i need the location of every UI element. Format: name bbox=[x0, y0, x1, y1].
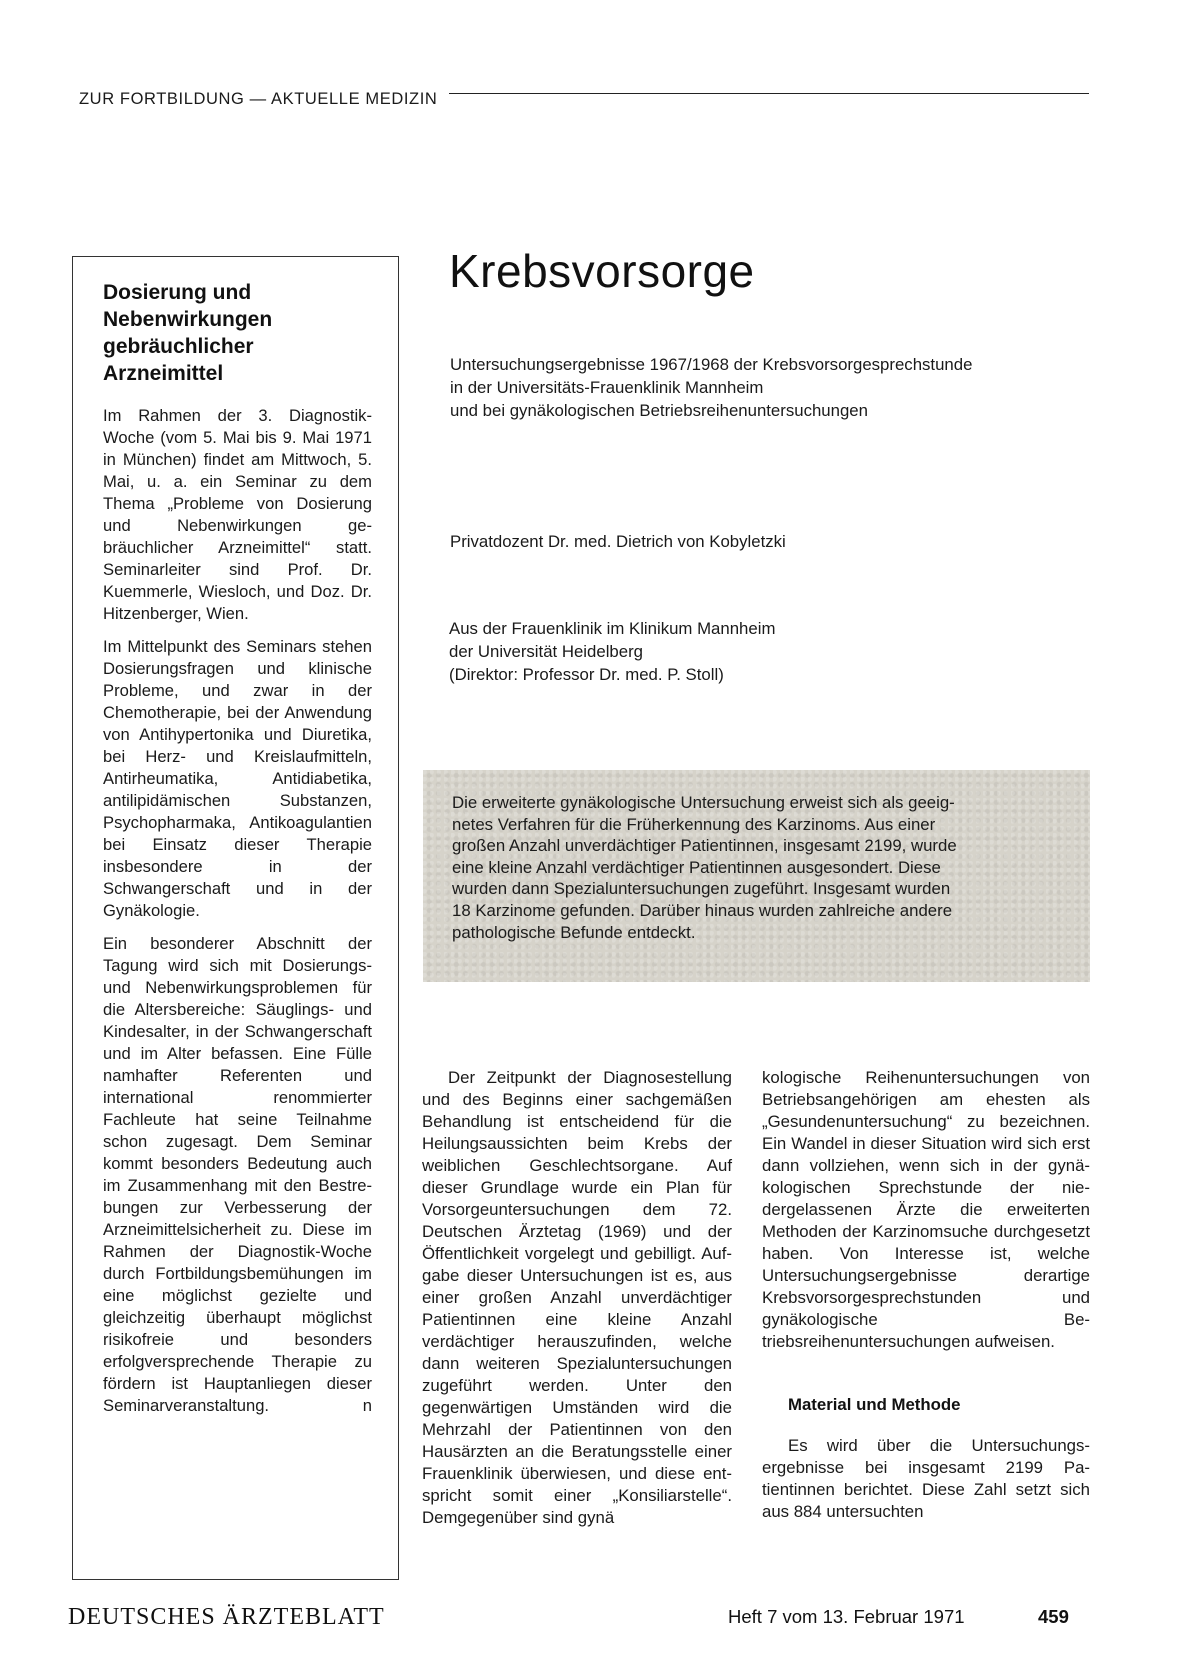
header-rule bbox=[449, 93, 1089, 94]
body-paragraph: Der Zeitpunkt der Diagnosestellung und des Beginns einer sachgemäßen Behandlung ist entscheidend für die Heilungsaussichten beim Krebs der weiblichen Geschlechtsorgane. Auf dieser Grundlage wurde ein Plan für Vorsorgeuntersuchungen dem 72. Deutschen Ärztetag (1969) und der Öffentlichkeit vorgelegt und gebilligt. Aufgabe dieser Untersuchungen ist es, aus einer großen Anzahl unverdächtiger Patientinnen eine kleine Anzahl verdächtiger herauszufinden, welche dann weiteren Spezialuntersuchungen zugeführt werden. Unter den gegenwärtigen Umständen wird die Mehrzahl der Patientinnen von den Hausärzten an die Beratungsstelle einer Frauenklinik überwiesen, und diese entspricht somit einer „Konsiliarstelle“. Demgegenüber sind gynä bbox=[422, 1068, 732, 1527]
body-column-right bbox=[762, 1067, 1090, 1523]
running-header bbox=[79, 90, 1089, 109]
subtitle-line: in der Universitäts-Frauenklinik Mannheim bbox=[450, 378, 764, 397]
sidebar-paragraph-3-text: Ein besonderer Abschnitt der Tagung wird sich mit Dosierungs- und Nebenwirkungsproblemen für die Altersbereiche: Säuglings- und Kindesalter, in der Schwangerschaft und im Alter befassen. Eine Fülle namhafter Referenten und international renommierter Fachleute hat seine Teilnahme schon zugesagt. Dem Seminar kommt besonders Bedeutung auch im Zusammenhang mit den Bestrebungen zur Verbesserung der Arzneimittelsicherheit zu. Diese im Rahmen der Diagnostik-Woche durch Fortbildungsbemühungen im eine möglichst gezielte und gleichzeitig überhaupt möglichst risikofreie und besonders erfolgversprechende Therapie zu fördern ist Hauptanliegen dieser Seminarveranstaltung. bbox=[103, 934, 372, 1415]
article-title: Krebsvorsorge bbox=[449, 245, 755, 297]
body-paragraph: kologische Reihenuntersuchungen von Betriebsangehörigen am ehesten als „Gesundenuntersuchung“ zu bezeichnen. Ein Wandel in dieser Situation wird sich erst dann vollziehen, wenn sich in der gynäkologischen Sprechstunde der niedergelassenen Ärzte die erweiterten Methoden der Karzinomsuche durchgesetzt haben. Von Interesse ist, welche Untersuchungsergebnisse derartige Krebsvorsorgesprechstunden und gynäkologische Betriebsreihenuntersuchungen aufweisen. bbox=[762, 1068, 1090, 1351]
sidebar-paragraph-2: Im Mittelpunkt des Seminars stehen Dosierungsfragen und klinische Probleme, und zwar in der Chemotherapie, bei der Anwendung von Antihypertonika und Diuretika, bei Herz- und Kreislaufmitteln, Antirheumatika, Antidiabetika, antilipidämischen Substanzen, Psychopharmaka, Antikoagulantien bei Einsatz dieser Therapie insbesondere in der Schwangerschaft und in der Gynäkologie. bbox=[103, 637, 372, 920]
author: Privatdozent Dr. med. Dietrich von Kobyletzki bbox=[450, 532, 786, 551]
affiliation-line: (Direktor: Professor Dr. med. P. Stoll) bbox=[449, 665, 724, 684]
abstract-box bbox=[423, 770, 1090, 982]
journal-name: DEUTSCHES ÄRZTEBLATT bbox=[68, 1604, 385, 1630]
abstract-line: netes Verfahren für die Früherkennung des Karzinoms. Aus einer bbox=[452, 814, 936, 834]
sidebar-title: Dosierung und Nebenwirkungen gebräuchlicher Arzneimittel bbox=[103, 281, 273, 385]
abstract-line: Die erweiterte gynäkologische Untersuchung erweist sich als geeig- bbox=[452, 793, 955, 812]
section-paragraph: Es wird über die Untersuchungsergebnisse bei insgesamt 2199 Patientinnen berichtet. Diese Zahl setzt sich aus 884 untersuchten bbox=[762, 1436, 1090, 1521]
abstract-line: wurden dann Spezialuntersuchungen zugeführt. Insgesamt wurden bbox=[452, 879, 951, 899]
article-subtitle bbox=[450, 353, 1090, 422]
subtitle-line: Untersuchungsergebnisse 1967/1968 der Krebsvorsorgesprechstunde bbox=[450, 355, 973, 374]
page-number: 459 bbox=[1038, 1606, 1069, 1627]
abstract-line: pathologische Befunde entdeckt. bbox=[452, 922, 696, 942]
abstract-line: großen Anzahl unverdächtiger Patientinnen, insgesamt 2199, wurde bbox=[452, 836, 957, 856]
end-mark: n bbox=[362, 1396, 372, 1415]
section-label: ZUR FORTBILDUNG — AKTUELLE MEDIZIN bbox=[79, 90, 438, 108]
issue-info: Heft 7 vom 13. Februar 1971 bbox=[728, 1606, 965, 1627]
sidebar-paragraph-3 bbox=[103, 933, 372, 1417]
sidebar-box bbox=[72, 256, 399, 1580]
affiliation-line: Aus der Frauenklinik im Klinikum Mannheim bbox=[449, 619, 776, 638]
affiliation bbox=[449, 617, 775, 686]
subtitle-line: und bei gynäkologischen Betriebsreihenuntersuchungen bbox=[450, 401, 868, 420]
affiliation-line: der Universität Heidelberg bbox=[449, 642, 644, 661]
abstract-line: 18 Karzinome gefunden. Darüber hinaus wurden zahlreiche andere bbox=[452, 900, 953, 920]
section-heading: Material und Methode bbox=[788, 1395, 961, 1414]
sidebar-paragraph-1: Im Rahmen der 3. Diagnostik-Woche (vom 5. Mai bis 9. Mai 1971 in München) findet am Mittwoch, 5. Mai, u. a. ein Seminar zu dem Thema „Probleme von Dosierung und Nebenwirkungen gebräuchlicher Arzneimittel“ statt. Seminarleiter sind Prof. Dr. Kuemmerle, Wiesloch, und Doz. Dr. Hitzenberger, Wien. bbox=[103, 406, 372, 623]
body-column-left bbox=[422, 1067, 732, 1529]
abstract-line: eine kleine Anzahl verdächtiger Patientinnen ausgesondert. Diese bbox=[452, 857, 941, 877]
